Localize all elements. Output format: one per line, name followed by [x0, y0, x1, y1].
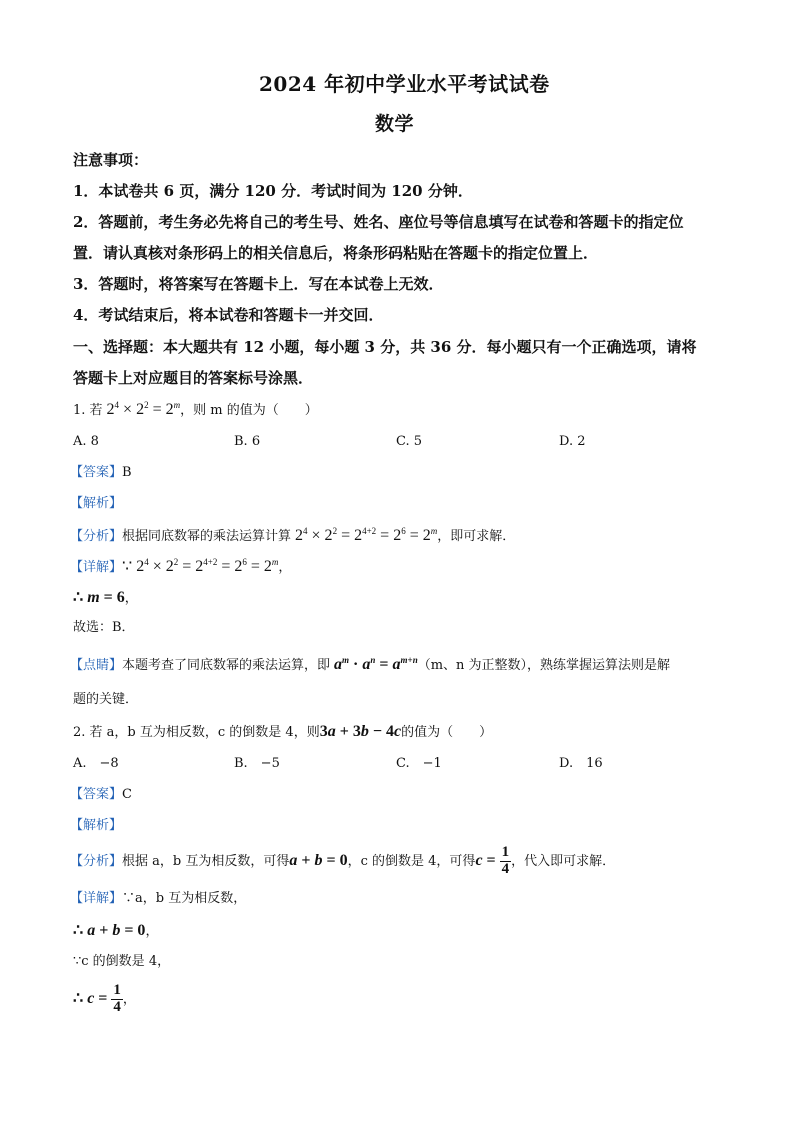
fraction-one-quarter: $\frac{1}{4}$: [113, 982, 121, 1015]
q1-choice: 故选：B．: [73, 620, 135, 635]
note-item-1: 1．本试卷共 6 页，满分 120 分．考试时间为 120 分钟．: [73, 182, 473, 200]
q2-fenxi: 【分析】根据 a，b 互为相反数，可得a + b = 0，c 的倒数是 4，可得c = $\frac{1}{4}$ ，代入即可求解．: [70, 844, 616, 877]
q2-expression: 3a + 3b − 4c: [319, 723, 402, 740]
subject-title: 数学: [375, 113, 415, 135]
q1-xiangjie: 【详解】∵ $2^4 \times 2^2 = 2^{4+2} = 2^6 = 2^m$，: [70, 557, 292, 575]
q1-therefore-formula: ∴ m = 6: [73, 589, 125, 606]
q2-step-2: ∴ a + b = 0，: [73, 922, 159, 939]
q2-option-b[interactable]: B. −5: [234, 756, 280, 771]
q2-step-4: ∴ c = $\frac{1}{4}$ ，: [73, 982, 136, 1015]
q2-option-a[interactable]: A. −8: [73, 756, 119, 771]
q1-xiangjie-formula: ∵ $2^4 \times 2^2 = 2^{4+2} = 2^6 = 2^m$: [122, 557, 279, 575]
q1-analysis-tag: 【解析】: [70, 496, 123, 511]
q1-equation: $2^4 \times 2^2 = 2^m$: [102, 400, 181, 418]
q1-option-d[interactable]: D. 2: [559, 434, 586, 449]
q1-fenxi-formula: $2^4 \times 2^2 = 2^{4+2} = 2^6 = 2^m$: [291, 526, 438, 544]
question-2-stem: 2. 若 a，b 互为相反数，c 的倒数是 4，则3a + 3b − 4c的值为（ ）: [73, 723, 493, 740]
q2-option-c[interactable]: C. −1: [396, 756, 442, 771]
q2-step-3: ∵c 的倒数是 4，: [73, 954, 171, 969]
note-item-3: 3．答题时，将答案写在答题卡上．写在本试卷上无效．: [73, 275, 444, 293]
q2-option-d[interactable]: D. 16: [559, 756, 603, 771]
answer-tag: 【答案】: [70, 465, 123, 480]
q2-xiangjie: 【详解】∵a，b 互为相反数，: [70, 891, 247, 906]
q1-dianjing-line2: 题的关键．: [73, 692, 139, 707]
q1-answer: 【答案】B: [70, 465, 132, 480]
q1-option-a[interactable]: A. 8: [73, 434, 99, 449]
q1-therefore: ∴ m = 6，: [73, 589, 138, 606]
note-item-2-cont: 置．请认真核对条形码上的相关信息后，将条形码粘贴在答题卡的指定位置上．: [73, 244, 599, 262]
section-heading-line2: 答题卡上对应题目的答案标号涂黑．: [73, 369, 314, 387]
q1-fenxi: 【分析】根据同底数幂的乘法运算计算 $2^4 \times 2^2 = 2^{4+2} = 2^6 = 2^m$，即可求解．: [70, 526, 516, 544]
note-item-2: 2．答题前，考生务必先将自己的考生号、姓名、座位号等信息填写在试卷和答题卡的指定位: [73, 213, 684, 231]
q2-fenxi-formula-2: c = $\frac{1}{4}$: [475, 844, 510, 877]
q2-step-4-formula: ∴ c = $\frac{1}{4}$: [73, 982, 121, 1015]
exam-title: 2024 年初中学业水平考试试卷: [259, 72, 550, 96]
question-1-stem: 1. 若 $2^4 \times 2^2 = 2^m$，则 m 的值为（ ）: [73, 400, 318, 418]
q1-option-c[interactable]: C. 5: [396, 434, 423, 449]
q1-dianjing-formula: $a^m \cdot a^n = a^{m+n}$: [334, 655, 418, 673]
section-heading-line1: 一、选择题：本大题共有 12 小题，每小题 3 分，共 36 分．每小题只有一个正确选项，请将: [73, 338, 697, 356]
q2-step-2-formula: ∴ a + b = 0: [73, 922, 146, 939]
fraction-one-quarter: $\frac{1}{4}$: [501, 844, 510, 877]
q2-analysis-tag: 【解析】: [70, 818, 123, 833]
note-item-4: 4．考试结束后，将本试卷和答题卡一并交回．: [73, 306, 384, 324]
q1-dianjing: 【点睛】本题考查了同底数幂的乘法运算，即 $a^m \cdot a^n = a^{m+n}(m$、n 为正整数），熟练掌握运算法则是解: [70, 655, 671, 673]
q1-option-b[interactable]: B. 6: [234, 434, 261, 449]
q2-answer: 【答案】C: [70, 787, 132, 802]
q2-fenxi-formula-1: a + b = 0: [289, 851, 348, 869]
notes-heading: 注意事项：: [73, 151, 149, 169]
answer-tag: 【答案】: [70, 787, 123, 802]
